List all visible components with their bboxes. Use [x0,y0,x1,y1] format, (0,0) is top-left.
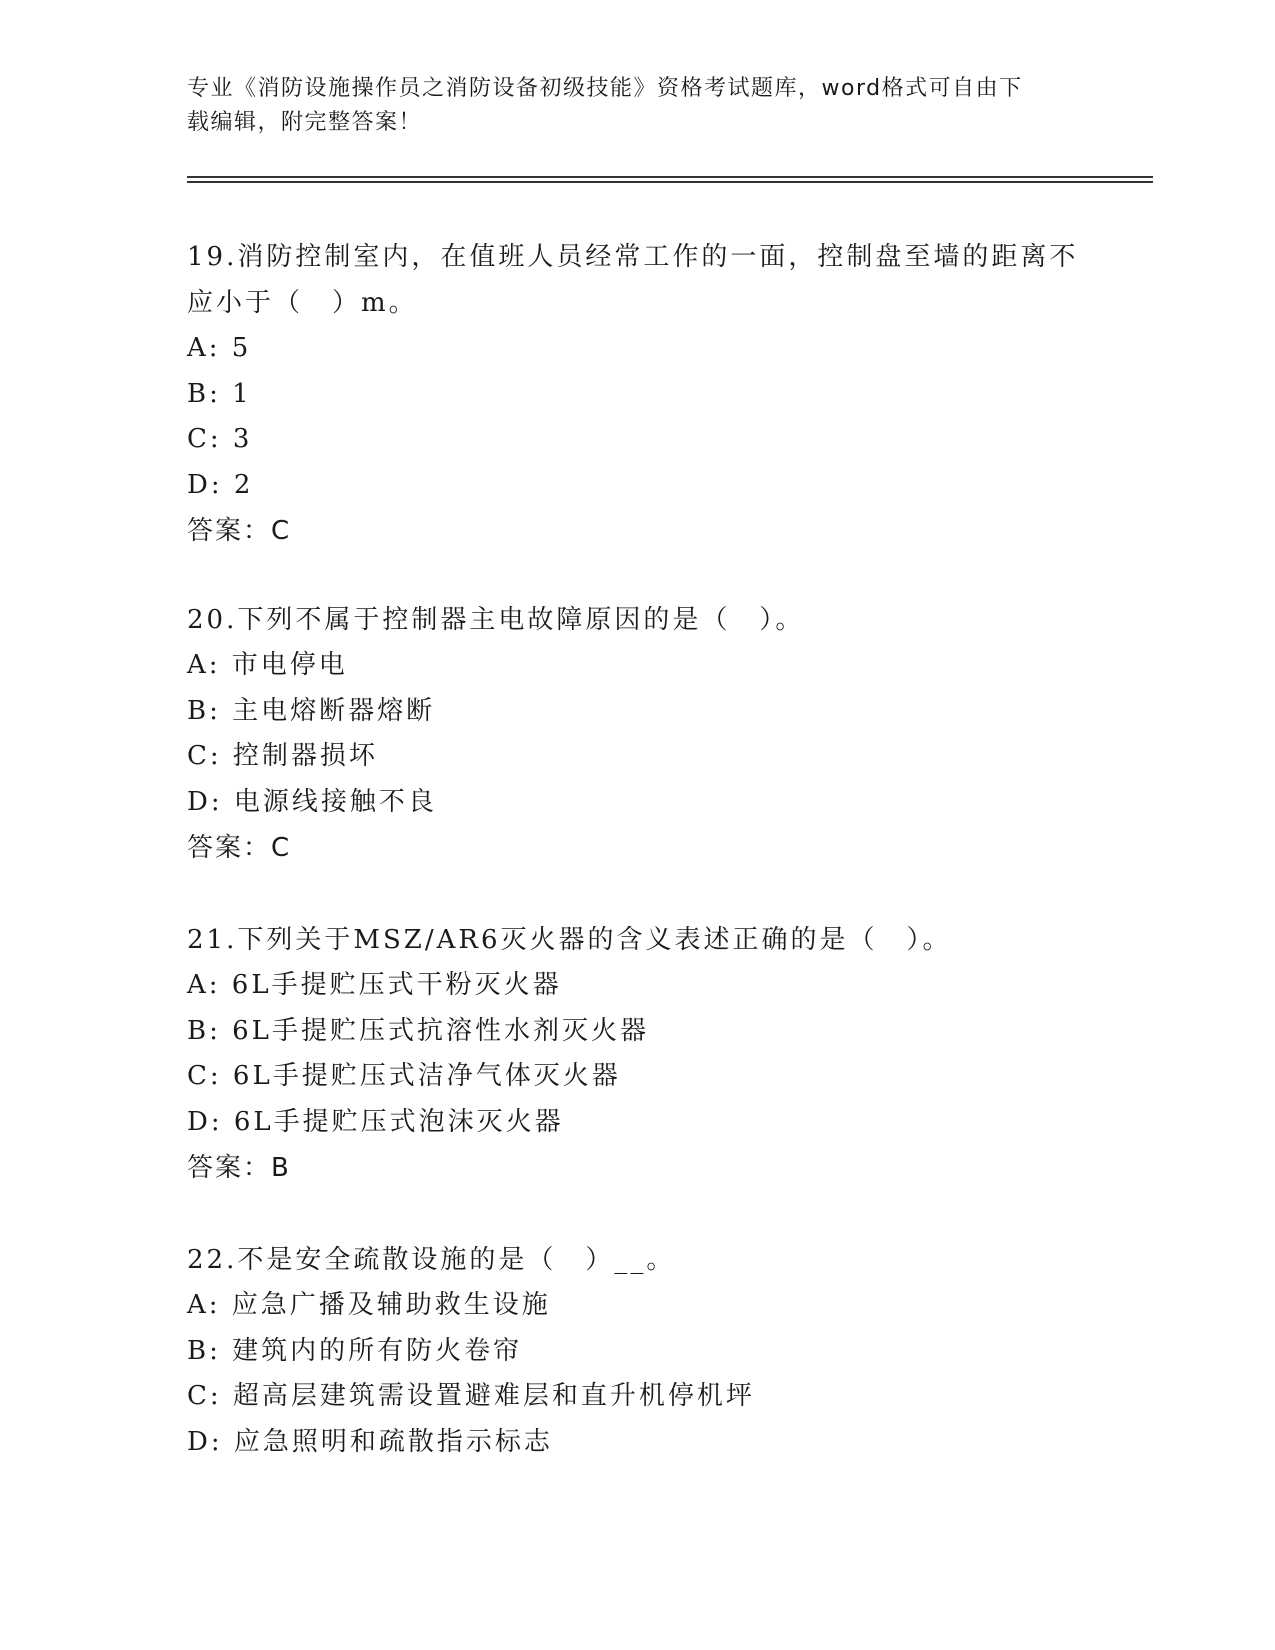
option-c: C: 超高层建筑需设置避难层和直升机停机坪 [187,1381,755,1411]
option-a: A: 市电停电 [187,650,348,680]
option-d: D: 2 [187,469,254,500]
option-c: C: 3 [187,424,253,454]
option-b: B: 6L手提贮压式抗溶性水剂灭火器 [187,1015,649,1046]
question-stem: 19.消防控制室内，在值班人员经常工作的一面，控制盘至墙的距离不 [187,242,1079,272]
question-21 [187,917,1087,1191]
document-header [187,72,1087,140]
answer: 答案：C [187,516,292,546]
option-a: A: 应急广播及辅助救生设施 [187,1290,551,1320]
option-c: C: 控制器损坏 [187,741,378,771]
option-b: B: 主电熔断器熔断 [187,695,436,726]
question-stem: 22.不是安全疏散设施的是（ ）__。 [187,1245,676,1275]
option-b: B: 1 [187,378,252,409]
header-rule-bottom [187,181,1153,183]
question-19 [187,234,1087,554]
option-a: A: 5 [187,333,252,363]
option-a: A: 6L手提贮压式干粉灭火器 [187,970,562,1000]
answer: 答案：C [187,833,292,863]
question-stem: 20.下列不属于控制器主电故障原因的是（ ）。 [187,605,805,635]
question-stem-continued: 应小于（ ）m。 [187,288,418,318]
option-c: C: 6L手提贮压式洁净气体灭火器 [187,1061,621,1091]
option-b: B: 建筑内的所有防火卷帘 [187,1335,523,1366]
option-d: D: 6L手提贮压式泡沫灭火器 [187,1106,564,1137]
header-rule-top [187,176,1153,178]
answer: 答案：B [187,1153,291,1183]
question-stem: 21.下列关于MSZ/AR6灭火器的含义表述正确的是（ ）。 [187,925,952,955]
option-d: D: 应急照明和疏散指示标志 [187,1426,553,1457]
header-line-2: 载编辑，附完整答案！ [187,110,423,135]
option-d: D: 电源线接触不良 [187,786,437,817]
question-22 [187,1237,1087,1465]
header-line-1: 专业《消防设施操作员之消防设备初级技能》资格考试题库，word格式可自由下 [187,76,1023,101]
question-20 [187,597,1087,871]
